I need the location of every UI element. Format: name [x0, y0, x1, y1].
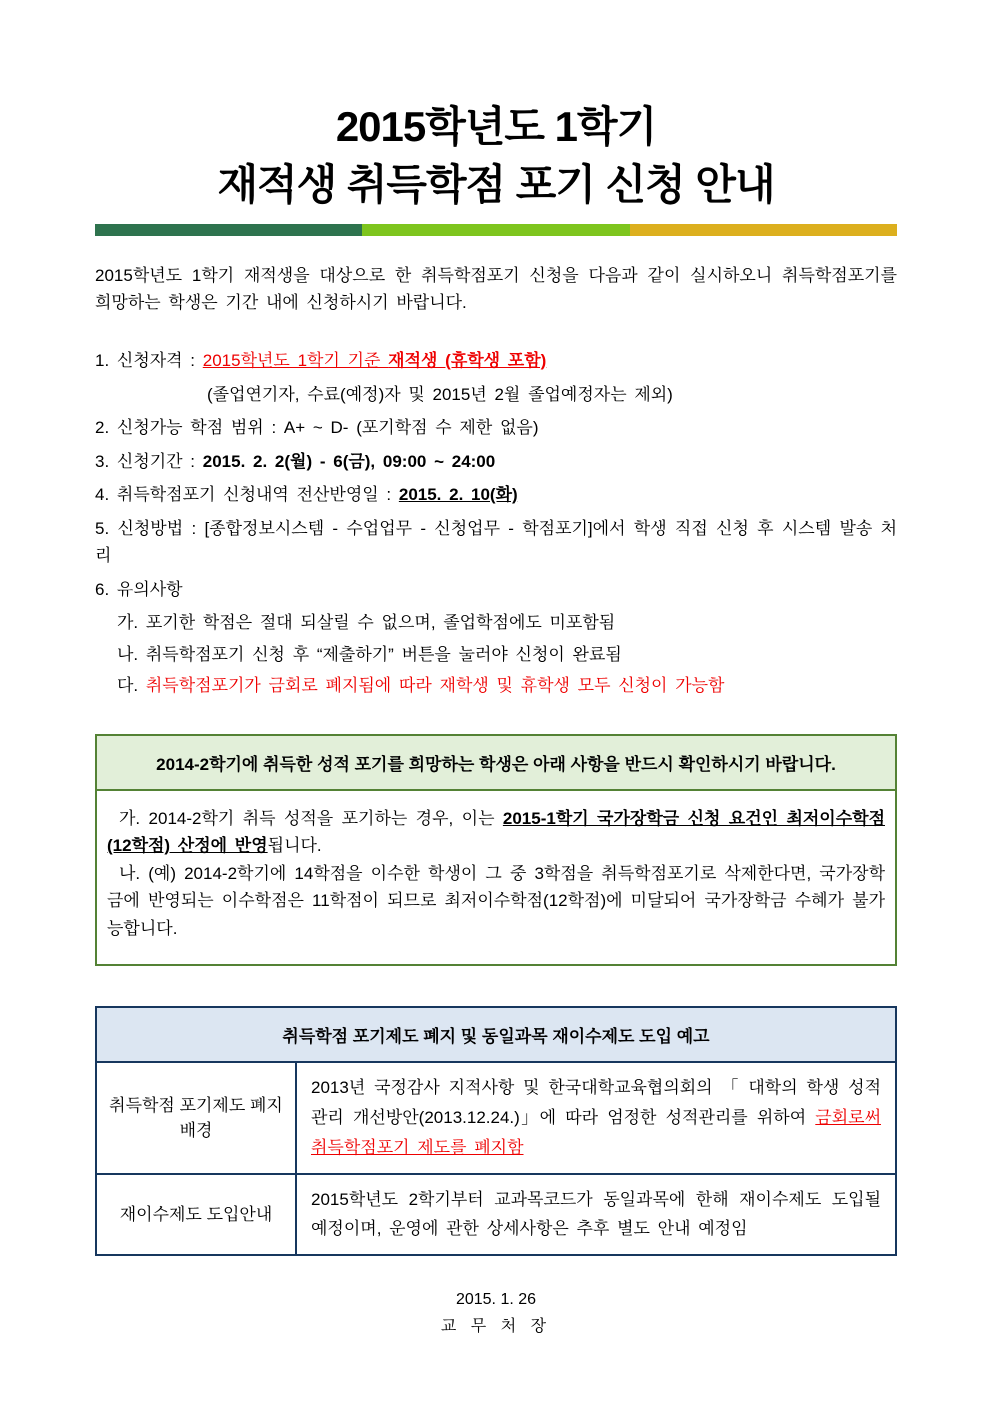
footer-signature: 교 무 처 장	[440, 1318, 552, 1336]
caution-item-c-label: 다.	[117, 676, 146, 696]
numbered-list	[95, 347, 897, 700]
page-title-line1: 2015학년도 1학기	[335, 103, 657, 150]
list-item-period-dates: 2015. 2. 2(월) - 6(금), 09:00 ~ 24:00	[202, 451, 496, 471]
footer-date: 2015. 1. 26	[455, 1291, 537, 1309]
table-row	[96, 1062, 896, 1173]
list-item-eligibility-red-bold-text: 재적생 (휴학생 포함)	[388, 350, 547, 370]
divider-segment-dark-green	[95, 224, 362, 236]
list-item-grade-range: 2. 신청가능 학점 범위 : A+ ~ D- (포기학점 수 제한 없음)	[95, 418, 539, 438]
abolition-announcement-table	[95, 1006, 897, 1256]
table-row	[96, 1174, 896, 1256]
notice-paragraph-a-emphasis: 2015-1학기 국가장학금 신청 요건인 최저이수학점(12학점) 산정에 반영	[107, 808, 885, 856]
abolition-text-red: 금회로써 취득학점포기 제도를 폐지함	[311, 1108, 881, 1157]
caution-item-b: 나. 취득학점포기 신청 후 “제출하기” 버튼을 눌러야 신청이 완료됨	[117, 644, 622, 664]
table-row-label-retake-guide: 재이수제도 도입안내	[96, 1174, 296, 1256]
divider-segment-light-green	[362, 224, 629, 236]
notice-paragraph-a-prefix: 가. 2014-2학기 취득 성적을 포기하는 경우, 이는	[119, 808, 503, 828]
title-divider-bar	[95, 224, 897, 236]
list-item-period	[95, 448, 897, 476]
table-row-text-abolition-background	[296, 1062, 896, 1173]
divider-segment-gold	[630, 224, 897, 236]
notice-paragraph-a	[107, 805, 885, 860]
caution-item-a: 가. 포기한 학점은 절대 되살릴 수 없으며, 졸업학점에도 미포함됨	[117, 613, 616, 633]
scholarship-notice-body	[97, 791, 895, 965]
notice-paragraph-a-suffix: 됩니다.	[267, 836, 322, 856]
list-item-reflection-date-value: 2015. 2. 10(화)	[398, 485, 518, 505]
caution-item-c	[95, 672, 897, 700]
intro-paragraph: 2015학년도 1학기 재적생을 대상으로 한 취득학점포기 신청을 다음과 같이 실시하오니 취득학점포기를 희망하는 학생은 기간 내에 신청하시기 바랍니다.	[95, 265, 897, 313]
caution-item-c-red-text: 취득학점포기가 금회로 폐지됨에 따라 재학생 및 휴학생 모두 신청이 가능함	[145, 676, 725, 696]
list-item-eligibility-note: (졸업연기자, 수료(예정)자 및 2015년 2월 졸업예정자는 제외)	[207, 384, 673, 404]
page-title	[95, 98, 897, 214]
page-title-line2: 재적생 취득학점 포기 신청 안내	[217, 160, 775, 208]
abolition-text-prefix: 2013년 국정감사 지적사항 및 한국대학교육협의회의 「 대학의 학생 성적 관리 개선방안(2013.12.24.)」에 따라 엄정한 성적관리를 위하여	[311, 1078, 881, 1128]
list-item-period-label: 3. 신청기간 :	[95, 451, 203, 471]
notice-paragraph-b: 나. (예) 2014-2학기에 14학점을 이수한 학생이 그 중 3학점을 취득학점포기로 삭제한다면, 국가장학금에 반영되는 이수학점은 11학점이 되므로 최저이수학점(12학점)에 미달되어 국가장학금 수혜가 불가능합니다.	[107, 863, 885, 938]
table-row-label-abolition-background: 취득학점 포기제도 폐지 배경	[96, 1062, 296, 1173]
table-header-row	[96, 1007, 896, 1062]
list-item-eligibility-label: 1. 신청자격 :	[95, 350, 203, 370]
table-row-text-retake-guide: 2015학년도 2학기부터 교과목코드가 동일과목에 한해 재이수제도 도입될 예정이며, 운영에 관한 상세사항은 추후 별도 안내 예정임	[296, 1174, 896, 1256]
list-item-cautions: 6. 유의사항	[95, 579, 183, 599]
list-item-eligibility	[95, 347, 897, 375]
list-item-reflection-date-label: 4. 취득학점포기 신청내역 전산반영일 :	[95, 485, 399, 505]
table-header-cell: 취득학점 포기제도 폐지 및 동일과목 재이수제도 도입 예고	[96, 1007, 896, 1062]
list-item-method: 5. 신청방법 : [종합정보시스템 - 수업업무 - 신청업무 - 학점포기]에서 학생 직접 신청 후 시스템 발송 처리	[95, 518, 897, 566]
scholarship-notice-box	[95, 734, 897, 967]
document-footer	[95, 1286, 897, 1340]
list-item-reflection-date	[95, 481, 897, 509]
list-item-eligibility-red-text: 2015학년도 1학기 기준	[202, 350, 389, 370]
scholarship-notice-header: 2014-2학기에 취득한 성적 포기를 희망하는 학생은 아래 사항을 반드시 확인하시기 바랍니다.	[97, 736, 895, 791]
